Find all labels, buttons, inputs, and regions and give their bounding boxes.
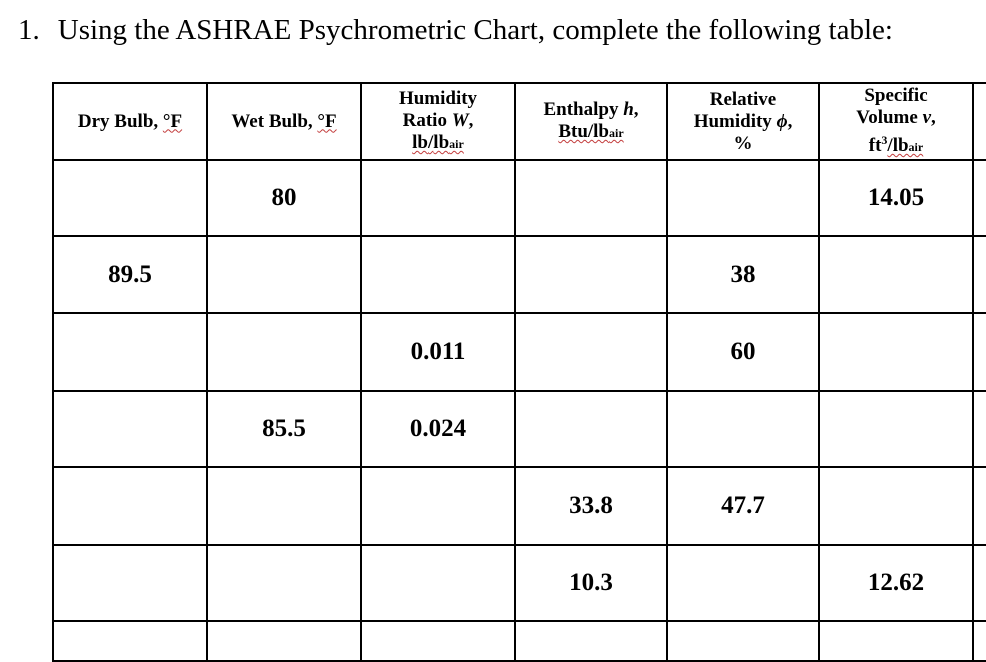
cell-extra <box>974 237 986 314</box>
cell-extra <box>974 468 986 546</box>
cell-wet-bulb: 80 <box>208 161 362 237</box>
cell-wet-bulb <box>208 237 362 314</box>
cell-enthalpy <box>516 161 668 237</box>
cell-humidity-ratio <box>362 546 516 622</box>
table-row <box>54 392 986 468</box>
table-row <box>54 546 986 622</box>
cell-relative-humidity <box>668 546 820 622</box>
table-row <box>54 622 986 662</box>
cell-wet-bulb <box>208 546 362 622</box>
question-prompt: Using the ASHRAE Psychrometric Chart, complete the following table: <box>57 14 893 46</box>
cell-dry-bulb: 89.5 <box>54 237 208 314</box>
cell-dry-bulb <box>54 392 208 468</box>
cell-enthalpy: 33.8 <box>516 468 668 546</box>
cell-wet-bulb <box>208 468 362 546</box>
cell-specific-volume <box>820 392 974 468</box>
cell-specific-volume <box>820 622 974 662</box>
cell-wet-bulb <box>208 622 362 662</box>
cell-dry-bulb <box>54 161 208 237</box>
cell-humidity-ratio <box>362 161 516 237</box>
cell-wet-bulb <box>208 314 362 392</box>
table-row <box>54 237 986 314</box>
cell-relative-humidity: 60 <box>668 314 820 392</box>
header-relative-humidity: Relative Humidity ϕ, % <box>668 84 820 161</box>
psychrometric-table <box>52 82 986 662</box>
cell-extra <box>974 161 986 237</box>
table-row <box>54 468 986 546</box>
cell-specific-volume: 12.62 <box>820 546 974 622</box>
cell-humidity-ratio <box>362 237 516 314</box>
question-number: 1. <box>18 14 40 46</box>
cell-humidity-ratio <box>362 622 516 662</box>
cell-specific-volume <box>820 237 974 314</box>
cell-dry-bulb <box>54 546 208 622</box>
cell-enthalpy <box>516 237 668 314</box>
cell-extra <box>974 622 986 662</box>
cell-relative-humidity: 47.7 <box>668 468 820 546</box>
table-row <box>54 161 986 237</box>
cell-relative-humidity: 38 <box>668 237 820 314</box>
header-extra-column <box>974 84 986 161</box>
cell-wet-bulb: 85.5 <box>208 392 362 468</box>
cell-specific-volume: 14.05 <box>820 161 974 237</box>
cell-enthalpy: 10.3 <box>516 546 668 622</box>
cell-enthalpy <box>516 392 668 468</box>
header-enthalpy: Enthalpy h, Btu/lbair <box>516 84 668 161</box>
cell-extra <box>974 314 986 392</box>
cell-extra <box>974 392 986 468</box>
cell-dry-bulb <box>54 622 208 662</box>
header-specific-volume: Specific Volume v, $ft^3$/lbair <box>820 84 974 161</box>
cell-relative-humidity <box>668 161 820 237</box>
cell-specific-volume <box>820 468 974 546</box>
header-dry-bulb: Dry Bulb, °F <box>54 84 208 161</box>
header-wet-bulb: Wet Bulb, °F <box>208 84 362 161</box>
table-row <box>54 314 986 392</box>
header-row <box>54 84 986 161</box>
cell-extra <box>974 546 986 622</box>
cell-humidity-ratio <box>362 468 516 546</box>
header-wet-bulb-unit: °F <box>317 110 337 132</box>
cell-dry-bulb <box>54 468 208 546</box>
cell-specific-volume <box>820 314 974 392</box>
cell-enthalpy <box>516 622 668 662</box>
header-humidity-ratio: Humidity Ratio W, lb/lbair <box>362 84 516 161</box>
cell-humidity-ratio: 0.024 <box>362 392 516 468</box>
cell-relative-humidity <box>668 622 820 662</box>
cell-enthalpy <box>516 314 668 392</box>
cell-dry-bulb <box>54 314 208 392</box>
cell-humidity-ratio: 0.011 <box>362 314 516 392</box>
header-dry-bulb-unit: °F <box>162 110 183 132</box>
question-text <box>18 12 893 48</box>
cell-relative-humidity <box>668 392 820 468</box>
